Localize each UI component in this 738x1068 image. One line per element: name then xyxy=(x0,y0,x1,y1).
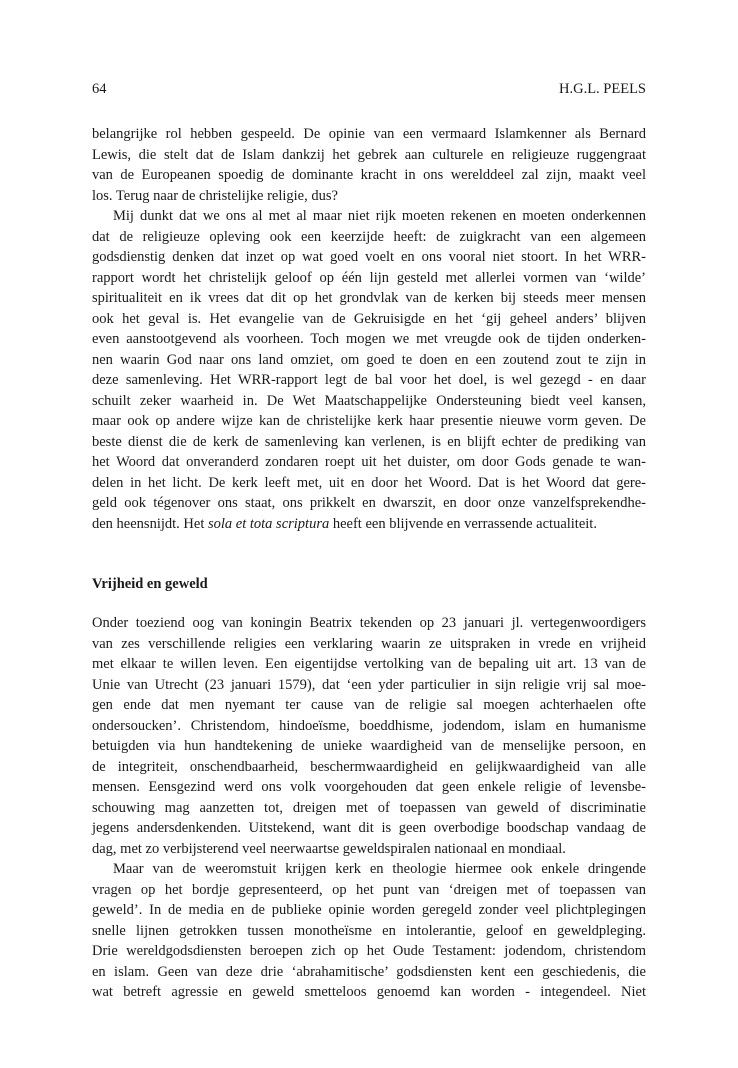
text-line: spiritualiteit en ik vrees dat dit op het grondvlak van de kerken bij steeds meer mensen xyxy=(92,290,646,306)
body-text xyxy=(92,124,646,1003)
text-line: met elkaar te willen leven. Een eigentijdse vertolking van de bepaling uit art. 13 van de xyxy=(92,656,646,672)
text-line: het Woord dat onveranderd zondaren roept uit het duister, om door Gods genade te wan- xyxy=(92,454,646,470)
section-1 xyxy=(92,124,646,534)
text-line: Onder toeziend oog van koningin Beatrix tekenden op 23 januari jl. vertegenwoordigers xyxy=(92,615,646,631)
text-line: godsdienstig denken dat inzet op wat goed voelt en ons vooral niet stoort. In het WRR- xyxy=(92,249,646,265)
text-line: jegens andersdenkenden. Uitstekend, want dit is geen overbodige boodschap vandaag de xyxy=(92,820,646,836)
text-line: even aanstootgevend als voorheen. Toch mogen we met vreugde ook de tijden onderken- xyxy=(92,331,646,347)
text-line: van de Europeanen spoedig de dominante kracht in ons werelddeel zal zijn, maakt veel xyxy=(92,167,646,183)
running-title: H.G.L. PEELS xyxy=(559,81,646,97)
text-line: mensen. Eensgezind werd ons volk voorgehouden dat geen enkele religie of levensbe- xyxy=(92,779,646,795)
text-line: geweld’. In de media en de publieke opinie worden geregeld zonder veel plichtplegingen xyxy=(92,902,646,918)
text-line: deze samenleving. Het WRR-rapport legt de bal voor het doel, is wel gezegd - en daar xyxy=(92,372,646,388)
text-line: maar ook op andere wijze kan de christelijke kerk haar presentie nieuwe vorm geven. De xyxy=(92,413,646,429)
page-number: 64 xyxy=(92,81,107,97)
final-line-end: heeft een blijvende en verrassende actualiteit. xyxy=(329,515,597,532)
section-2 xyxy=(92,613,646,1003)
section-heading: Vrijheid en geweld xyxy=(92,576,208,592)
text-line: van zes verschillende religies een verklaring waarin ze uitspraken in vrede en vrijheid xyxy=(92,635,646,652)
text-line: betuigden via hun handtekening de unieke waardigheid van de menselijke persoon, en xyxy=(92,738,646,754)
text-line: los. Terug naar de christelijke religie, dus? xyxy=(92,187,338,204)
text-line: belangrijke rol hebben gespeeld. De opinie van een vermaard Islamkenner als Bernard xyxy=(92,126,646,142)
text-line: Drie wereldgodsdiensten beroepen zich op het Oude Testament: jodendom, christendom xyxy=(92,943,646,959)
text-line: ondersoucken’. Christendom, hindoeïsme, boeddhisme, jodendom, islam en humanisme xyxy=(92,717,646,734)
text-line: Maar van de weeromstuit krijgen kerk en theologie hiermee ook enkele dringende xyxy=(113,861,646,877)
final-line-start: den heensnijdt. Het xyxy=(92,515,208,532)
text-line: Mij dunkt dat we ons al met al maar niet rijk moeten rekenen en moeten onderkennen xyxy=(113,208,646,224)
text-line: geld ook tégenover ons staat, ons prikkelt en dwarszit, en door onze vanzelfsprekendhe- xyxy=(92,495,646,511)
text-line: dat de religieuze opleving ook een keerzijde heeft: de zuigkracht van een algemeen xyxy=(92,228,646,245)
text-line: delen in het licht. De kerk leeft met, uit en door het Woord. Dat is het Woord dat gere- xyxy=(92,474,646,491)
text-line: nen waarin God naar ons land omziet, om goed te doen en een zoutend zout te zijn in xyxy=(92,351,646,368)
text-line: en islam. Geen van deze drie ‘abrahamitische’ godsdiensten kent een geschiedenis, die xyxy=(92,963,646,980)
text-line: gen ende dat men nyemant ter cause van de religie sal moegen achterhaelen ofte xyxy=(92,697,646,713)
text-line: de integriteit, onschendbaarheid, beschermwaardigheid en gelijkwaardigheid van alle xyxy=(92,758,646,775)
text-line: Unie van Utrecht (23 januari 1579), dat ‘een yder particulier in sijn religie vrij sal moe- xyxy=(92,676,646,693)
italic-phrase: sola et tota scriptura xyxy=(207,515,330,532)
text-line: wat betreft agressie en geweld smetteloos genoemd kan worden - integendeel. Niet xyxy=(92,984,646,1000)
text-line: rapport wordt het christelijk geloof op één lijn gesteld met allerlei vormen van ‘wilde’ xyxy=(92,269,646,286)
text-line-final xyxy=(92,514,646,535)
text-line: ook het geval is. Het evangelie van de Gekruisigde en het ‘gij geheel anders’ blijven xyxy=(92,310,646,327)
text-line: snelle lijnen getrokken tussen monotheïsme en intolerantie, geloof en geweldpleging. xyxy=(92,922,646,939)
text-line: dag, met zo verbijsterend veel neerwaartse geweldspiralen nationaal en mondiaal. xyxy=(92,840,566,857)
text-line: schuilt zeker waarheid in. De Wet Maatschappelijke Ondersteuning biedt veel kansen, xyxy=(92,392,646,409)
text-line: schouwing mag aanzetten tot, dreigen met of toepassen van geweld of discriminatie xyxy=(92,799,646,816)
running-header xyxy=(92,80,646,98)
text-line: Lewis, die stelt dat de Islam dankzij het gebrek aan culturele en religieuze ruggengraat xyxy=(92,146,646,163)
text-line: vragen op het bordje gepresenteerd, op het punt van ‘dreigen met of toepassen van xyxy=(92,881,646,898)
text-line: beste dienst die de kerk de samenleving kan verlenen, is en blijft echter de prediking van xyxy=(92,433,646,450)
